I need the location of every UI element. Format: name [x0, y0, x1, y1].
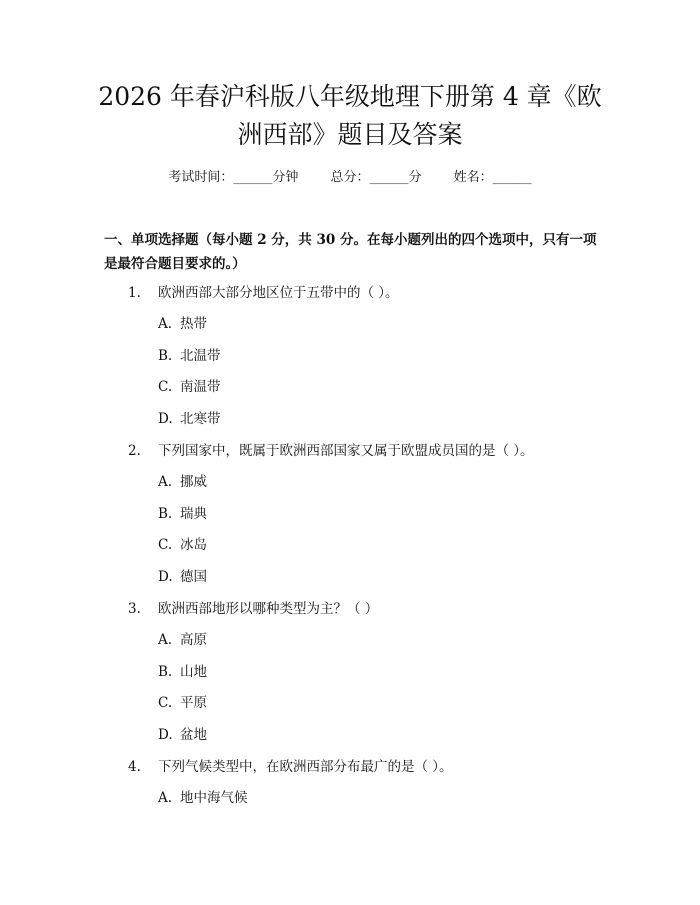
option-letter: C. [158, 537, 173, 553]
q1-option-c [158, 377, 221, 397]
option-text: 德国 [180, 569, 207, 585]
option-text: 山地 [180, 664, 207, 680]
exam-time: 考试时间：______分钟 [168, 170, 299, 185]
option-text: 高原 [180, 632, 207, 648]
title-line-1: 2026 年春沪科版八年级地理下册第 4 章《欧 [98, 82, 602, 111]
title-line-2: 洲西部》题目及答案 [237, 120, 463, 149]
exam-score: 总分：______分 [330, 170, 422, 185]
q2-option-b [158, 504, 207, 524]
q3-option-d [158, 725, 207, 745]
question-text: 欧洲西部大部分地区位于五带中的（ ）。 [158, 285, 399, 301]
q1-option-a [158, 314, 207, 334]
option-text: 地中海气候 [180, 790, 248, 806]
option-letter: A. [158, 790, 173, 806]
option-letter: B. [158, 664, 173, 680]
question-number: 1. [128, 285, 141, 301]
q1-option-d [158, 409, 221, 429]
option-text: 北温带 [180, 348, 221, 364]
q2-option-c [158, 535, 207, 555]
option-letter: A. [158, 632, 173, 648]
option-text: 平原 [180, 695, 207, 711]
option-text: 挪威 [180, 474, 207, 490]
question-2 [128, 441, 608, 461]
option-text: 盆地 [180, 727, 207, 743]
question-4 [128, 757, 608, 777]
q2-option-a [158, 472, 207, 492]
document-title [80, 78, 620, 154]
question-number: 3. [128, 601, 141, 617]
option-text: 北寒带 [180, 411, 221, 427]
option-letter: D. [158, 569, 173, 585]
exam-name: 姓名：______ [453, 170, 532, 185]
question-number: 4. [128, 759, 141, 775]
exam-meta [0, 166, 700, 185]
option-text: 南温带 [180, 379, 221, 395]
question-3 [128, 599, 608, 619]
q3-option-a [158, 630, 207, 650]
option-letter: D. [158, 727, 173, 743]
option-text: 瑞典 [180, 506, 207, 522]
question-number: 2. [128, 443, 141, 459]
option-text: 热带 [180, 316, 207, 332]
question-text: 下列气候类型中，在欧洲西部分布最广的是（ ）。 [158, 759, 453, 775]
option-letter: A. [158, 316, 173, 332]
question-text: 欧洲西部地形以哪种类型为主？（ ） [158, 601, 379, 617]
option-letter: D. [158, 411, 173, 427]
q2-option-d [158, 567, 207, 587]
option-text: 冰岛 [180, 537, 207, 553]
q3-option-c [158, 693, 207, 713]
section-heading: 一、单项选择题（每小题 2 分，共 30 分。在每小题列出的四个选项中，只有一项是最符合题目要求的。） [104, 232, 597, 272]
q3-option-b [158, 662, 207, 682]
option-letter: C. [158, 379, 173, 395]
q4-option-a [158, 788, 248, 808]
option-letter: B. [158, 506, 173, 522]
option-letter: A. [158, 474, 173, 490]
question-text: 下列国家中，既属于欧洲西部国家又属于欧盟成员国的是（ ）。 [158, 443, 534, 459]
option-letter: C. [158, 695, 173, 711]
option-letter: B. [158, 348, 173, 364]
q1-option-b [158, 346, 221, 366]
question-1 [128, 283, 608, 303]
